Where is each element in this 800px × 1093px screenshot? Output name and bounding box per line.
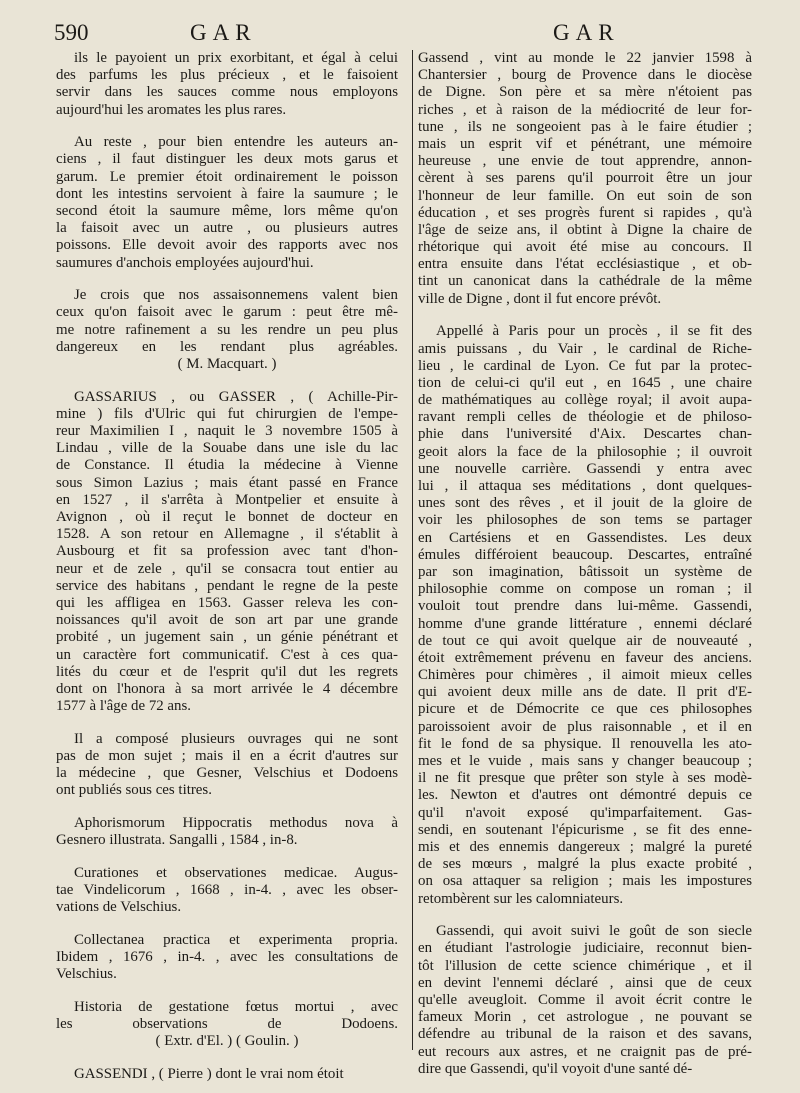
text-line: riches , et à raison de la médiocrité de leur for-	[418, 101, 752, 118]
text-line: paroissoient avoir de plus raisonnable , et il en	[418, 718, 752, 735]
text-line: poissons. Elle devoit avoir des rapports avec nos	[56, 237, 398, 254]
text-line: 1528. A son retour en Allemagne , il s'établit à	[56, 526, 398, 543]
text-line: vations de Velschius.	[56, 899, 182, 916]
text-line: second étoit la saumure même, lors même qu'on	[56, 203, 398, 219]
text-line: lui , il attaqua ses méditations , dont quelques-	[418, 478, 752, 494]
text-line: saumures d'anchois employées aujourd'hui.	[56, 254, 314, 271]
text-line: servir dans les sauces comme nous employons	[56, 84, 398, 101]
paragraph-gap	[418, 308, 752, 324]
text-line: la faisoit avec un autre , ou plusieurs autres	[56, 220, 398, 237]
text-line: ont publiés sous ces titres.	[56, 782, 212, 799]
text-line: tôt l'illusion de cette science chimérique , et il	[418, 957, 752, 974]
text-line: Velschius.	[56, 966, 117, 983]
text-line: mes et le vuide , mais sans y changer beaucoup ;	[418, 753, 752, 769]
text-line: probité , un jugement sain , un génie pénétrant et	[56, 629, 398, 646]
text-line: 1577 à l'âge de 72 ans.	[56, 698, 192, 715]
text-line: un caractère fort communicatif. C'est à ces qua-	[56, 646, 398, 663]
paragraph-gap	[56, 715, 398, 731]
text-line: ciens , il faut distinguer les deux mots garus et	[56, 151, 398, 168]
text-line: me notre rafinement a su les rendre un peu plus	[56, 321, 398, 338]
text-line: Gassendi, qui avoit suivi le goût de son siecle	[436, 923, 752, 940]
paragraph-gap	[56, 849, 398, 865]
text-line: cèrent à ses parens qu'il pourroit être un jour	[418, 170, 752, 187]
text-line: Je crois que nos assaisonnemens valent bien	[74, 287, 398, 304]
text-line: qu'il n'avoit exposé qu'imparfaitement. Gas-	[418, 804, 752, 821]
text-line: heureuse , une envie de tout apprendre, annon-	[418, 153, 752, 170]
text-line: mis et des ennemis dangereux ; malgré la pureté	[418, 838, 752, 855]
text-line: Ibidem , 1676 , in-4. , avec les consultations de	[56, 949, 398, 966]
text-line: Appellé à Paris pour un procès , il se fit des	[436, 323, 752, 340]
paragraph-gap	[56, 1051, 398, 1067]
text-line: on osa attaquer sa religion ; mais les impostures	[418, 873, 752, 890]
text-line: en étudiant l'astrologie judiciaire, reconnut bien-	[418, 940, 752, 957]
text-line: amis puissans , du Vair , le cardinal de Riche-	[418, 340, 752, 357]
text-line: fit le fond de sa physique. Il renouvella les ato-	[418, 735, 752, 752]
text-line: Chimères pour chimères , il aimoit mieux celles	[418, 667, 752, 684]
text-line: dire que Gassendi, qu'il voyoit d'une santé dé-	[418, 1060, 693, 1077]
text-line: phie dans l'université d'Aix. Descartes chan-	[418, 426, 752, 443]
text-line: par son imagination, bâtissoit un système de	[418, 563, 752, 580]
text-line: tae Vindelicorum , 1668 , in-4. , avec les obser-	[56, 882, 398, 899]
running-head-left: GAR	[190, 20, 257, 45]
text-line: rhétorique qui avoit été mise au concours. Il	[418, 239, 752, 256]
text-line: homme d'une grande littérature , ennemi déclaré	[418, 615, 752, 632]
text-line: lités du cœur et de l'esprit qu'il dut les regrets	[56, 663, 398, 680]
text-line: dangereux en les rendant plus agréables.	[56, 338, 398, 355]
text-line: de Constance. Il étudia la médecine à Vienne	[56, 457, 398, 474]
text-line: ville de Digne , dont il fut encore prévôt.	[418, 290, 662, 307]
text-line: Collectanea practica et experimenta propria.	[74, 931, 398, 948]
paragraph-gap	[56, 272, 398, 288]
text-line: émules différoient beaucoup. Descartes, entraîné	[418, 546, 752, 563]
text-line: tune , ils ne songeoient pas à le faire étudier ;	[418, 118, 752, 135]
text-line: qu'elle aveugloit. Comme il avoit écrit contre le	[418, 991, 752, 1008]
text-line: éducation , et ses progrès furent si rapides , qu'à	[418, 204, 752, 221]
text-line: les. Newton et d'autres ont démontré depuis ce	[418, 787, 752, 804]
paragraph-gap	[56, 800, 398, 816]
text-line: service des habitans , pendant le regne de la peste	[56, 577, 398, 594]
left-column	[56, 50, 398, 1083]
text-line: il ne fit presque que prêter son style à ses modè-	[418, 770, 752, 787]
text-line: les observations de Dodoens.	[56, 1016, 398, 1033]
text-line: Historia de gestatione fœtus mortui , avec	[74, 999, 398, 1015]
text-line: Ausbourg et fit sa profession avec tant d'hon-	[56, 543, 398, 560]
text-line: reur Maximilien I , naquit le 3 novembre 1505 à	[56, 423, 398, 440]
text-line: de ses mœurs , malgré la plus exacte probité ,	[418, 856, 752, 873]
text-line: qui avoient deux mille ans de date. Il prit d'E-	[418, 684, 752, 701]
text-line: aujourd'hui les aromates les plus rares.	[56, 101, 287, 118]
paragraph-gap	[418, 908, 752, 924]
text-line: défendre au tribunal de la raison et des savans,	[418, 1026, 752, 1043]
text-line: eut recours aux astres, et ne craignit pas de pré-	[418, 1043, 752, 1060]
text-line: Il a composé plusieurs ouvrages qui ne sont	[74, 730, 398, 747]
text-line: étoit extrêmement prévenu en faveur des anciens.	[418, 649, 752, 666]
text-line: ils le payoient un prix exorbitant, et égal à celui	[74, 50, 398, 66]
text-line: mais un esprit vif et pénétrant, une mémoire	[418, 135, 752, 152]
text-line: sendi, en soutenant l'épicurisme , se fit des enne-	[418, 821, 752, 838]
text-line: geoit alors la face de la philosophie ; il ouvroit	[418, 443, 752, 460]
text-line: dont les intestins servoient à faire la saumure ; le	[56, 185, 398, 202]
text-line: en devint l'ennemi déclaré , ainsi que de ceux	[418, 974, 752, 991]
page-number: 590	[54, 20, 89, 45]
paragraph-gap	[56, 373, 398, 389]
text-line: une nouvelle carrière. Gassendi y entra avec	[418, 460, 752, 477]
text-line: la médecine , que Gesner, Velschius et Dodoens	[56, 765, 398, 782]
text-line: unes sont des rêves , et il jouit de la gloire de	[418, 495, 752, 512]
text-line: tint un canonicat dans la cathédrale de la même	[418, 273, 752, 290]
running-head-right: GAR	[553, 20, 620, 45]
text-line: noissances qu'il avoit de son art par une grande	[56, 612, 398, 629]
text-line: Gassend , vint au monde le 22 janvier 1598 à	[418, 50, 752, 66]
text-line: voir les philosophes de son tems se partager	[418, 512, 752, 529]
paragraph-gap	[56, 984, 398, 1000]
text-line: GASSENDI , ( Pierre ) dont le vrai nom étoit	[74, 1066, 344, 1083]
text-line: pas de mon sujet ; mais il en a écrit d'autres sur	[56, 747, 398, 764]
paragraph-gap	[56, 916, 398, 932]
text-line: mine ) fils d'Ulric qui fut chirurgien de l'empe-	[56, 405, 398, 422]
text-line: Aphorismorum Hippocratis methodus nova à	[74, 815, 398, 831]
text-line: sous Simon Lazius ; mais étant passé en France	[56, 474, 398, 491]
text-line: ceux qu'on faisoit avec le garum : peut être mê-	[56, 304, 398, 321]
text-line: ( M. Macquart. )	[177, 356, 277, 372]
text-line: Curationes et observationes medicae. Augus-	[74, 864, 398, 881]
text-line: vouloit tout prendre dans lui-même. Gassendi,	[418, 598, 752, 615]
right-column	[418, 50, 752, 1078]
text-line: ravant rempli celles de théologie et de philoso-	[418, 409, 752, 426]
text-line: dont on l'honora à sa mort arrivée le 4 décembre	[56, 680, 398, 697]
text-line: l'âge de seize ans, il obtint à Digne la chaire de	[418, 221, 752, 238]
text-line: Gesnero illustrata. Sangalli , 1584 , in-8.	[56, 832, 298, 849]
text-line: de mathématiques au collège royal; il avoit aupa-	[418, 392, 752, 409]
text-line: lieu , le cardinal de Lyon. Ce fut par la protec-	[418, 357, 752, 374]
text-line: neur et de zele , qu'il se consacra tout entier au	[56, 560, 398, 577]
text-line: GASSARIUS , ou GASSER , ( Achille-Pir-	[74, 388, 398, 405]
text-line: en 1527 , il s'arrêta à Montpelier et ensuite à	[56, 491, 398, 508]
text-line: de Digne. Son père et sa mère n'étoient pas	[418, 84, 752, 101]
text-line: Lindau , ville de la Souabe dans une isle du lac	[56, 440, 398, 457]
column-divider	[412, 50, 413, 1050]
text-line: tion de celui-ci qu'il eut , en 1645 , une chaire	[418, 374, 752, 391]
text-line: des parfums les plus précieux , et le faisoient	[56, 67, 398, 84]
text-line: fameux Morin , cet astrologue , ne pouvant se	[418, 1009, 752, 1026]
paragraph-gap	[56, 119, 398, 135]
text-line: Avignon , où il reçut le bonnet de docteur en	[56, 509, 398, 525]
text-line: qui les affligea en 1563. Gasser releva les con-	[56, 594, 398, 611]
text-line: de tout ce qui avoit quelque air de nouveauté ,	[418, 632, 752, 649]
text-line: Chantersier , bourg de Provence dans le diocèse	[418, 67, 752, 84]
text-line: entra ensuite dans l'état ecclésiastique , et ob-	[418, 256, 752, 273]
text-line: garum. Le premier étoit ordinairement le poisson	[56, 168, 398, 185]
text-line: philosophie comme on compose un roman ; il	[418, 581, 752, 598]
text-line: en Cartésiens et en Gassendistes. Les deux	[418, 529, 752, 546]
text-line: l'honneur de leur famille. On eut soin de son	[418, 187, 752, 204]
text-line: ( Extr. d'El. ) ( Goulin. )	[155, 1033, 299, 1050]
text-line: retombèrent sur les calomniateurs.	[418, 890, 624, 907]
text-line: picure et de Démocrite ce que ces philosophes	[418, 701, 752, 718]
text-line: Au reste , pour bien entendre les auteurs an-	[74, 134, 398, 151]
